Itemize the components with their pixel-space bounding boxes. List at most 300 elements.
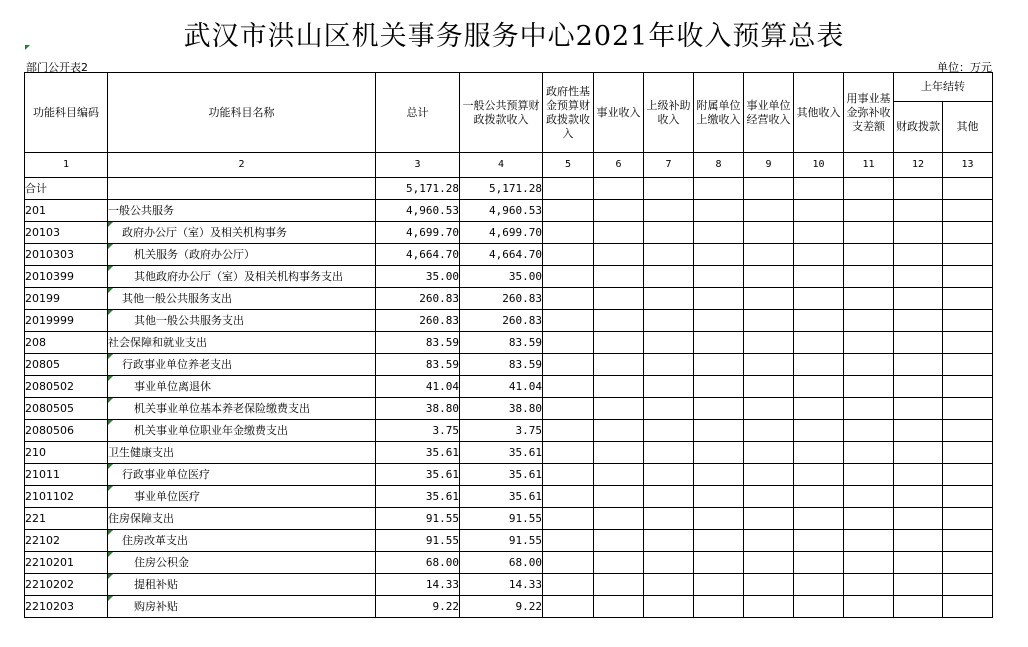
header-gov-fund: 政府性基金预算财政拨款收入: [543, 73, 594, 153]
empty-cell: [943, 596, 993, 618]
empty-cell: [543, 288, 594, 310]
empty-cell: [943, 288, 993, 310]
empty-cell: [744, 222, 794, 244]
row-general-budget: 35.61: [460, 442, 543, 464]
table-row: [25, 574, 993, 596]
empty-cell: [794, 332, 844, 354]
empty-cell: [644, 222, 694, 244]
row-general-budget: 83.59: [460, 332, 543, 354]
row-total: 35.61: [376, 486, 460, 508]
empty-cell: [943, 398, 993, 420]
row-code: 2210202: [25, 574, 108, 596]
empty-cell: [894, 486, 943, 508]
empty-cell: [543, 244, 594, 266]
header-carryover-other: 其他: [943, 102, 993, 153]
row-general-budget: 35.61: [460, 464, 543, 486]
empty-cell: [594, 200, 644, 222]
row-name: 其他一般公共服务支出: [134, 313, 244, 327]
row-total: 260.83: [376, 288, 460, 310]
column-number: 11: [844, 153, 894, 178]
empty-cell: [894, 530, 943, 552]
header-operating-income: 事业单位经营收入: [744, 73, 794, 153]
row-name: 政府办公厅（室）及相关机构事务: [122, 225, 287, 239]
empty-cell: [594, 288, 644, 310]
row-name: 事业单位离退休: [134, 379, 211, 393]
row-code: 2080506: [25, 420, 108, 442]
empty-cell: [744, 530, 794, 552]
column-number: 4: [460, 153, 543, 178]
empty-cell: [543, 222, 594, 244]
table-row: [25, 530, 993, 552]
row-total: 83.59: [376, 332, 460, 354]
empty-cell: [894, 398, 943, 420]
empty-cell: [794, 574, 844, 596]
empty-cell: [794, 420, 844, 442]
row-name: 一般公共服务: [108, 203, 174, 217]
header-affiliated-income: 附属单位上缴收入: [694, 73, 744, 153]
column-number: 7: [644, 153, 694, 178]
row-general-budget: 4,960.53: [460, 200, 543, 222]
row-total: 5,171.28: [376, 178, 460, 200]
empty-cell: [694, 420, 744, 442]
empty-cell: [744, 354, 794, 376]
empty-cell: [644, 178, 694, 200]
table-row: [25, 178, 993, 200]
empty-cell: [844, 530, 894, 552]
table-row: [25, 222, 993, 244]
column-number: 8: [694, 153, 744, 178]
table-row: [25, 486, 993, 508]
empty-cell: [744, 442, 794, 464]
cell-marker-icon: [108, 244, 113, 249]
row-general-budget: 83.59: [460, 354, 543, 376]
empty-cell: [694, 574, 744, 596]
table-row: [25, 442, 993, 464]
row-total: 35.00: [376, 266, 460, 288]
empty-cell: [543, 596, 594, 618]
table-row: [25, 376, 993, 398]
empty-cell: [794, 464, 844, 486]
empty-cell: [694, 244, 744, 266]
cell-marker-icon: [108, 530, 113, 535]
row-total: 38.80: [376, 398, 460, 420]
header-general-budget: 一般公共预算财政拨款收入: [460, 73, 543, 153]
column-number: 13: [943, 153, 993, 178]
empty-cell: [644, 398, 694, 420]
column-number: 3: [376, 153, 460, 178]
empty-cell: [794, 200, 844, 222]
row-general-budget: 5,171.28: [460, 178, 543, 200]
empty-cell: [543, 574, 594, 596]
header-carryover: 上年结转: [894, 73, 993, 102]
row-general-budget: 4,664.70: [460, 244, 543, 266]
empty-cell: [844, 420, 894, 442]
empty-cell: [844, 464, 894, 486]
empty-cell: [644, 486, 694, 508]
row-code: 208: [25, 332, 108, 354]
row-general-budget: 91.55: [460, 508, 543, 530]
empty-cell: [594, 398, 644, 420]
empty-cell: [794, 244, 844, 266]
empty-cell: [543, 310, 594, 332]
cell-marker-icon: [108, 376, 113, 381]
empty-cell: [594, 332, 644, 354]
empty-cell: [694, 596, 744, 618]
empty-cell: [943, 266, 993, 288]
row-name: 行政事业单位医疗: [122, 467, 210, 481]
empty-cell: [744, 596, 794, 618]
unit-label: 单位：万元: [937, 61, 992, 74]
empty-cell: [644, 552, 694, 574]
empty-cell: [694, 530, 744, 552]
empty-cell: [943, 332, 993, 354]
empty-cell: [543, 420, 594, 442]
empty-cell: [543, 332, 594, 354]
empty-cell: [844, 310, 894, 332]
empty-cell: [644, 442, 694, 464]
empty-cell: [943, 442, 993, 464]
row-total: 91.55: [376, 530, 460, 552]
empty-cell: [744, 244, 794, 266]
column-number: 6: [594, 153, 644, 178]
column-number: 10: [794, 153, 844, 178]
column-number: 5: [543, 153, 594, 178]
empty-cell: [594, 508, 644, 530]
empty-cell: [543, 486, 594, 508]
empty-cell: [644, 288, 694, 310]
empty-cell: [694, 442, 744, 464]
empty-cell: [744, 178, 794, 200]
table-row: [25, 310, 993, 332]
empty-cell: [943, 574, 993, 596]
cell-marker-icon: [108, 574, 113, 579]
table-row: [25, 552, 993, 574]
empty-cell: [694, 332, 744, 354]
empty-cell: [894, 222, 943, 244]
empty-cell: [694, 552, 744, 574]
empty-cell: [794, 266, 844, 288]
empty-cell: [794, 508, 844, 530]
empty-cell: [543, 354, 594, 376]
empty-cell: [794, 596, 844, 618]
empty-cell: [943, 530, 993, 552]
empty-cell: [744, 266, 794, 288]
empty-cell: [894, 376, 943, 398]
row-general-budget: 68.00: [460, 552, 543, 574]
table-row: [25, 398, 993, 420]
empty-cell: [943, 508, 993, 530]
empty-cell: [543, 376, 594, 398]
empty-cell: [694, 178, 744, 200]
row-total: 260.83: [376, 310, 460, 332]
row-code: 2019999: [25, 310, 108, 332]
column-number: 9: [744, 153, 794, 178]
empty-cell: [543, 200, 594, 222]
empty-cell: [943, 222, 993, 244]
empty-cell: [894, 420, 943, 442]
row-total: 83.59: [376, 354, 460, 376]
empty-cell: [943, 178, 993, 200]
empty-cell: [744, 200, 794, 222]
row-code: 2210201: [25, 552, 108, 574]
empty-cell: [744, 398, 794, 420]
cell-marker-icon: [108, 354, 113, 359]
row-code: 2010303: [25, 244, 108, 266]
empty-cell: [794, 288, 844, 310]
empty-cell: [744, 464, 794, 486]
empty-cell: [894, 354, 943, 376]
empty-cell: [844, 332, 894, 354]
empty-cell: [594, 266, 644, 288]
header-business-income: 事业收入: [594, 73, 644, 153]
empty-cell: [644, 354, 694, 376]
row-code: 221: [25, 508, 108, 530]
row-general-budget: 260.83: [460, 310, 543, 332]
header-other-income: 其他收入: [794, 73, 844, 153]
empty-cell: [694, 200, 744, 222]
empty-cell: [844, 398, 894, 420]
empty-cell: [543, 552, 594, 574]
row-total: 4,699.70: [376, 222, 460, 244]
empty-cell: [894, 244, 943, 266]
row-code: 2080502: [25, 376, 108, 398]
empty-cell: [794, 530, 844, 552]
sheet-label: 部门公开表2: [26, 61, 88, 74]
column-number: 2: [108, 153, 376, 178]
empty-cell: [894, 596, 943, 618]
empty-cell: [943, 244, 993, 266]
empty-cell: [543, 398, 594, 420]
empty-cell: [594, 486, 644, 508]
row-code: 合计: [25, 178, 108, 200]
empty-cell: [644, 376, 694, 398]
header-code: 功能科目编码: [25, 73, 108, 153]
empty-cell: [744, 332, 794, 354]
row-name: 提租补贴: [134, 577, 178, 591]
row-general-budget: 35.00: [460, 266, 543, 288]
row-code: 20103: [25, 222, 108, 244]
empty-cell: [594, 244, 644, 266]
empty-cell: [894, 508, 943, 530]
table-row: [25, 266, 993, 288]
cell-marker-icon: [108, 420, 113, 425]
cell-marker-icon: [108, 596, 113, 601]
row-code: 2210203: [25, 596, 108, 618]
empty-cell: [744, 552, 794, 574]
empty-cell: [894, 178, 943, 200]
table-row: [25, 354, 993, 376]
empty-cell: [794, 552, 844, 574]
empty-cell: [943, 200, 993, 222]
row-name: 社会保障和就业支出: [108, 335, 207, 349]
empty-cell: [694, 354, 744, 376]
empty-cell: [744, 376, 794, 398]
empty-cell: [744, 508, 794, 530]
empty-cell: [594, 178, 644, 200]
header-carryover-fiscal: 财政拨款: [894, 102, 943, 153]
empty-cell: [943, 420, 993, 442]
empty-cell: [943, 310, 993, 332]
row-total: 68.00: [376, 552, 460, 574]
empty-cell: [794, 398, 844, 420]
empty-cell: [594, 574, 644, 596]
empty-cell: [744, 486, 794, 508]
empty-cell: [943, 354, 993, 376]
empty-cell: [894, 266, 943, 288]
row-general-budget: 38.80: [460, 398, 543, 420]
empty-cell: [694, 508, 744, 530]
empty-cell: [943, 376, 993, 398]
row-name: 住房改革支出: [122, 533, 188, 547]
empty-cell: [543, 530, 594, 552]
header-name: 功能科目名称: [108, 73, 376, 153]
row-general-budget: 41.04: [460, 376, 543, 398]
empty-cell: [844, 442, 894, 464]
cell-marker-icon: [108, 266, 113, 271]
row-total: 41.04: [376, 376, 460, 398]
cell-marker-icon: [108, 486, 113, 491]
row-code: 2101102: [25, 486, 108, 508]
empty-cell: [744, 420, 794, 442]
empty-cell: [844, 552, 894, 574]
empty-cell: [694, 288, 744, 310]
row-general-budget: 91.55: [460, 530, 543, 552]
empty-cell: [943, 486, 993, 508]
header-superior-subsidy: 上级补助收入: [644, 73, 694, 153]
column-number: 1: [25, 153, 108, 178]
empty-cell: [644, 420, 694, 442]
empty-cell: [844, 244, 894, 266]
empty-cell: [943, 464, 993, 486]
empty-cell: [844, 574, 894, 596]
empty-cell: [644, 596, 694, 618]
row-code: 20805: [25, 354, 108, 376]
empty-cell: [844, 266, 894, 288]
table-row: [25, 464, 993, 486]
table-row: [25, 244, 993, 266]
row-general-budget: 9.22: [460, 596, 543, 618]
empty-cell: [844, 508, 894, 530]
empty-cell: [543, 464, 594, 486]
empty-cell: [644, 574, 694, 596]
row-code: 22102: [25, 530, 108, 552]
empty-cell: [644, 310, 694, 332]
empty-cell: [594, 376, 644, 398]
row-name: 其他一般公共服务支出: [122, 291, 232, 305]
table-row: [25, 596, 993, 618]
empty-cell: [694, 464, 744, 486]
empty-cell: [644, 508, 694, 530]
row-general-budget: 35.61: [460, 486, 543, 508]
empty-cell: [543, 508, 594, 530]
empty-cell: [943, 552, 993, 574]
row-code: 21011: [25, 464, 108, 486]
cell-marker-icon: [25, 45, 30, 50]
row-total: 9.22: [376, 596, 460, 618]
empty-cell: [794, 376, 844, 398]
row-name: 卫生健康支出: [108, 445, 174, 459]
empty-cell: [644, 332, 694, 354]
empty-cell: [594, 310, 644, 332]
row-code: 210: [25, 442, 108, 464]
row-name: 行政事业单位养老支出: [122, 357, 232, 371]
row-total: 91.55: [376, 508, 460, 530]
empty-cell: [894, 332, 943, 354]
empty-cell: [794, 222, 844, 244]
budget-table: [24, 72, 993, 618]
empty-cell: [694, 222, 744, 244]
empty-cell: [543, 178, 594, 200]
empty-cell: [794, 178, 844, 200]
empty-cell: [594, 530, 644, 552]
empty-cell: [594, 420, 644, 442]
row-name: 事业单位医疗: [134, 489, 200, 503]
row-general-budget: 260.83: [460, 288, 543, 310]
row-name: 机关服务（政府办公厅）: [134, 247, 255, 261]
empty-cell: [844, 222, 894, 244]
empty-cell: [594, 596, 644, 618]
header-fund-offset: 用事业基金弥补收支差额: [844, 73, 894, 153]
row-total: 14.33: [376, 574, 460, 596]
empty-cell: [894, 442, 943, 464]
table-row: [25, 288, 993, 310]
empty-cell: [894, 464, 943, 486]
empty-cell: [844, 354, 894, 376]
column-number: 12: [894, 153, 943, 178]
row-code: 2080505: [25, 398, 108, 420]
row-total: 35.61: [376, 464, 460, 486]
empty-cell: [894, 310, 943, 332]
empty-cell: [844, 288, 894, 310]
empty-cell: [894, 288, 943, 310]
empty-cell: [543, 442, 594, 464]
row-general-budget: 4,699.70: [460, 222, 543, 244]
empty-cell: [644, 464, 694, 486]
empty-cell: [894, 574, 943, 596]
table-row: [25, 200, 993, 222]
empty-cell: [794, 310, 844, 332]
empty-cell: [744, 288, 794, 310]
cell-marker-icon: [108, 398, 113, 403]
cell-marker-icon: [108, 222, 113, 227]
row-name: 住房保障支出: [108, 511, 174, 525]
row-code: 2010399: [25, 266, 108, 288]
header-total: 总计: [376, 73, 460, 153]
row-name: 住房公积金: [134, 555, 189, 569]
empty-cell: [694, 486, 744, 508]
empty-cell: [694, 310, 744, 332]
empty-cell: [594, 442, 644, 464]
cell-marker-icon: [108, 310, 113, 315]
cell-marker-icon: [108, 552, 113, 557]
row-name: 其他政府办公厅（室）及相关机构事务支出: [134, 269, 343, 283]
empty-cell: [644, 244, 694, 266]
empty-cell: [794, 354, 844, 376]
page-title: 武汉市洪山区机关事务服务中心2021年收入预算总表: [183, 21, 845, 52]
table-row: [25, 420, 993, 442]
row-total: 35.61: [376, 442, 460, 464]
row-code: 20199: [25, 288, 108, 310]
empty-cell: [844, 178, 894, 200]
row-general-budget: 3.75: [460, 420, 543, 442]
row-total: 4,960.53: [376, 200, 460, 222]
empty-cell: [594, 354, 644, 376]
empty-cell: [594, 552, 644, 574]
empty-cell: [644, 200, 694, 222]
empty-cell: [543, 266, 594, 288]
empty-cell: [744, 574, 794, 596]
row-general-budget: 14.33: [460, 574, 543, 596]
